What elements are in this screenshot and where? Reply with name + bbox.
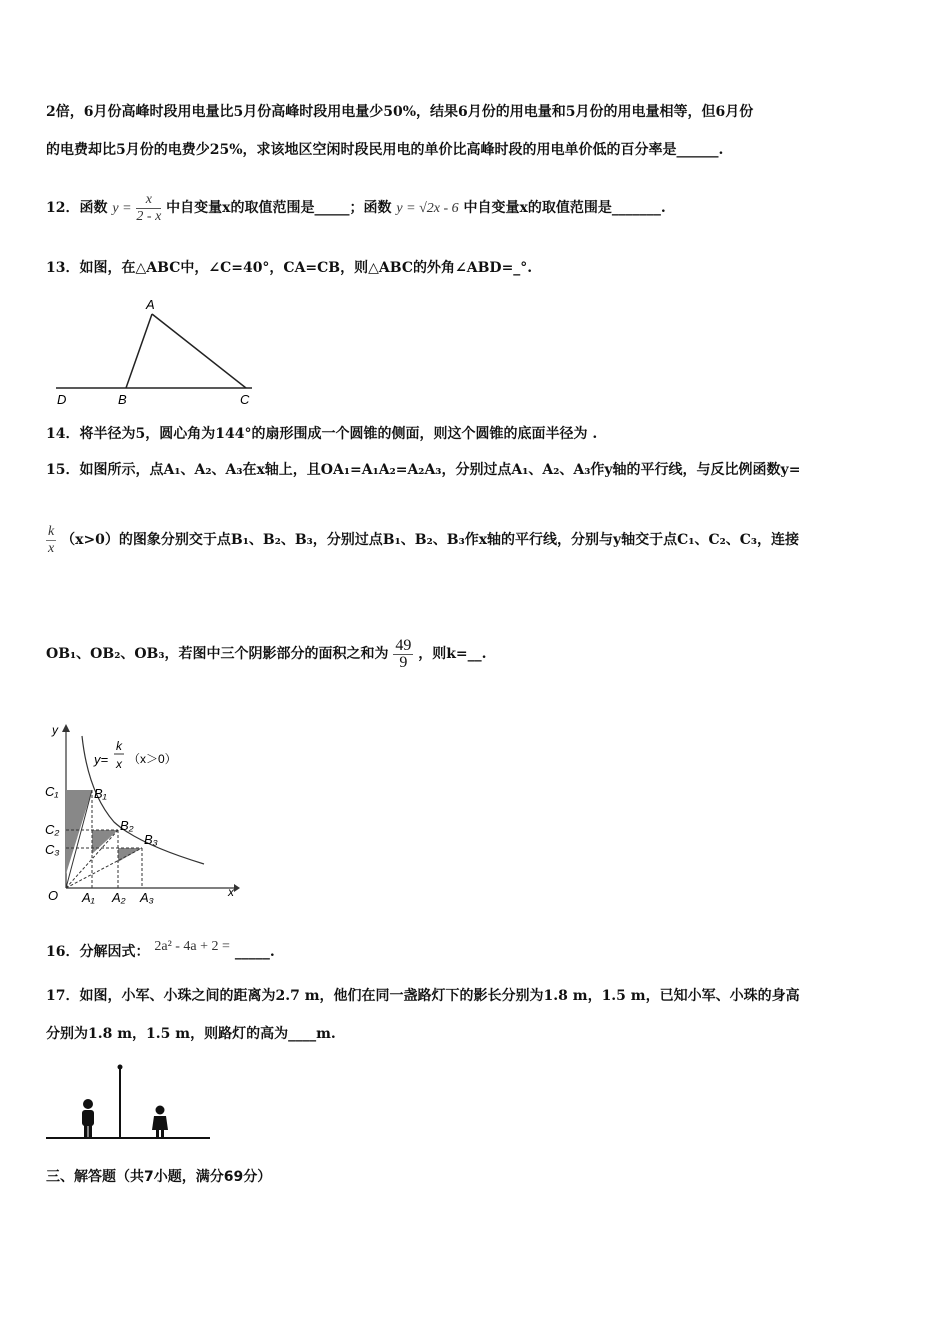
shaded-region-2 <box>92 830 118 854</box>
label-b3: B₃ <box>144 832 158 847</box>
q15-line3b: ，则k=__. <box>418 646 487 662</box>
q14-text: 14．将半径为5，圆心角为144°的扇形围成一个圆锥的侧面，则这个圆锥的底面半径为 . <box>46 426 598 442</box>
q15-area-num: 49 <box>395 636 412 654</box>
q12-end: 中自变量x的取值范围是_______. <box>463 200 666 216</box>
side-ac <box>152 314 246 388</box>
q15-area-den: 9 <box>399 653 408 671</box>
label-c: C <box>240 392 250 407</box>
label-b1: B₁ <box>94 786 107 801</box>
y-axis-arrow-icon <box>62 724 70 732</box>
q15-x: x <box>48 540 55 556</box>
x-axis-label: x <box>228 885 234 899</box>
label-b2: B₂ <box>120 818 134 833</box>
q12-mid: 中自变量x的取值范围是_____；函数 <box>166 200 392 216</box>
section-3-title: 三、解答题（共7小题，满分69分） <box>46 1169 272 1185</box>
q15-line2: （x>0）的图象分别交于点B₁、B₂、B₃，分别过点B₁、B₂、B₃作x轴的平行线，分别与y轴交于点C₁、C₂、C₃，连接 <box>61 532 800 548</box>
person-xiaozhu-icon <box>152 1106 168 1139</box>
label-a1: A₁ <box>82 890 95 905</box>
q15-k-over-x <box>46 524 56 557</box>
q12-number: 12．函数 <box>46 200 108 216</box>
origin-label: O <box>48 888 59 903</box>
func-label: y= <box>94 752 109 767</box>
q11-line2: 的电费却比5月份的电费少25%，求该地区空闲时段民用电的单价比高峰时段的用电单价低的百分率是______. <box>46 142 724 158</box>
hyperbola-figure <box>40 718 240 910</box>
y-axis-label: y <box>52 723 58 737</box>
q15-area-fraction <box>393 638 413 671</box>
q15-line3 <box>46 634 487 674</box>
q12-func1-lhs: y = <box>112 201 132 216</box>
label-c2: C₂ <box>45 822 60 837</box>
q15-line2-wrap <box>46 522 799 558</box>
func-label-cond: （x＞0） <box>128 752 177 766</box>
q17-line2: 分别为1.8 m，1.5 m，则路灯的高为____m. <box>46 1026 336 1042</box>
label-b: B <box>118 392 127 407</box>
label-a: A <box>146 297 155 312</box>
person-xiaojun-icon <box>82 1099 94 1138</box>
q15-line3a: OB₁、OB₂、OB₃，若图中三个阴影部分的面积之和为 <box>46 646 389 662</box>
x-axis-arrow-icon <box>234 884 240 892</box>
func-label-k: k <box>116 739 122 753</box>
q16-blank: _____. <box>234 944 275 960</box>
label-c1: C₁ <box>45 784 59 799</box>
label-a3: A₃ <box>140 890 154 905</box>
label-c3: C₃ <box>45 842 60 857</box>
q12 <box>46 190 666 227</box>
q16-expression: 2a² - 4a + 2 = <box>154 939 230 954</box>
q15-k: k <box>48 523 55 539</box>
label-a2: A₂ <box>112 890 126 905</box>
q12-frac-num: x <box>136 192 161 209</box>
func-label-x: x <box>116 757 122 771</box>
q11-line1: 2倍，6月份高峰时段用电量比5月份高峰时段用电量少50%，结果6月份的用电量和5月份的用电量相等，但6月份 <box>46 104 754 120</box>
side-ab <box>126 314 152 388</box>
streetlight-figure <box>44 1060 214 1144</box>
q15-line1: 15．如图所示，点A₁、A₂、A₃在x轴上，且OA₁=A₁A₂=A₂A₃，分别过点A₁、A₂、A₃作y轴的平行线，与反比例函数y= <box>46 462 801 478</box>
q12-fraction <box>136 192 161 225</box>
q16-number: 16．分解因式： <box>46 944 150 960</box>
q12-func2: y = √2x - 6 <box>396 201 459 216</box>
lamp-icon <box>118 1065 123 1070</box>
triangle-figure <box>52 296 262 408</box>
q12-frac-den: 2 - x <box>136 208 162 224</box>
q13-text: 13．如图，在△ABC中，∠C=40°，CA=CB，则△ABC的外角∠ABD=_°. <box>46 260 533 276</box>
q16 <box>46 930 275 969</box>
shaded-region-1 <box>66 790 92 874</box>
label-d: D <box>57 392 67 407</box>
q17-line1: 17．如图，小军、小珠之间的距离为2.7 m，他们在同一盏路灯下的影长分别为1.8 m，1.5 m，已知小军、小珠的身高 <box>46 988 800 1004</box>
